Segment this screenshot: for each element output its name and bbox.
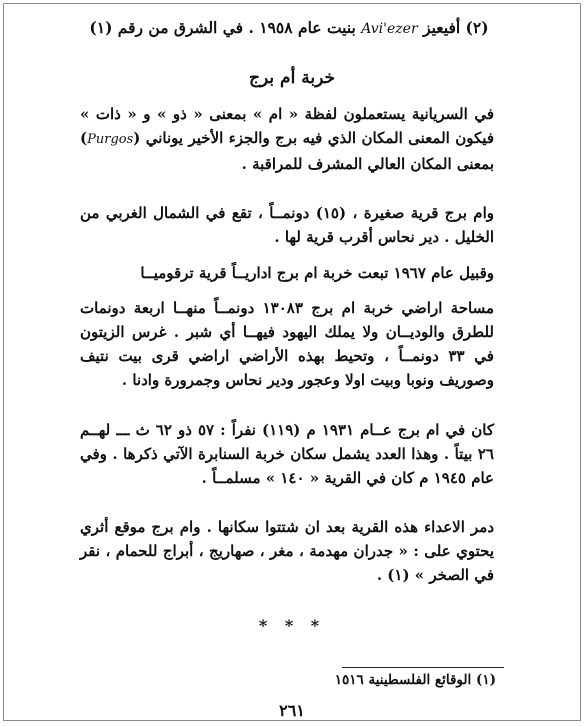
- top-note-arabic-end: (٢) أفيعيز: [423, 18, 489, 37]
- page-number: ٢٦١: [279, 701, 305, 720]
- top-footnote-continuation: [82, 16, 496, 41]
- top-note-arabic-rest: بنيت عام ١٩٥٨ . في الشرق من رقم (١): [89, 18, 356, 37]
- section-separator: * * *: [258, 616, 326, 635]
- document-page: [3, 3, 581, 721]
- etymology-latin-term: Purgos: [87, 132, 134, 147]
- paragraph-etymology: [80, 102, 494, 176]
- footnote: (١) الوقائع الفلسطينية ١٥١٦: [334, 672, 496, 688]
- footnote-rule: [342, 667, 504, 668]
- etymology-text-1: في السريانية يستعملون لفظة « ام » بمعنى « ذو » و « ذات » فيكون المعنى المكان الذي فيه برج والجزء الأخير يوناني (: [80, 105, 494, 147]
- paragraph-land-area: مساحة اراضي خربة ام برج ١٣٠٨٣ دونمــاً منهــا اربعة دونمات للطرق والوديــان ولا يملك اليهود فيهــا أي شبر . غرس الزيتون في ٣٣ دونمــاً ، وتحيط بهذه الأراضي اراضي قرى بيت نتيف وصوريف ونوبا وبيت اولا وعجور ودير نحاس وجمرورة وادنا .: [80, 299, 494, 389]
- paragraph-population: كان في ام برج عــام ١٩٣١ م (١١٩) نفراً : ٥٧ ذو ٦٢ ث ـــ لهــم ٢٦ بيتاً . وهذا العدد يشمل سكان خربة السنابرة الآتي ذكرها . وفي عام ١٩٤٥ م كان في القرية « ١٤٠ » مسلمــاً .: [80, 421, 494, 487]
- top-note-latin-name: Avi'ezer: [361, 21, 418, 37]
- paragraph-location: وام برج قرية صغيرة ، (١٥) دونمــاً ، تقع في الشمال الغربي من الخليل . دير نحاس أقرب قرية لها .: [80, 204, 494, 246]
- etymology-text-2: ) بمعنى المكان العالي المشرف للمراقبة .: [80, 129, 494, 173]
- section-heading: خربة أم برج: [249, 68, 335, 88]
- paragraph-administration: وقبيل عام ١٩٦٧ تبعت خربة ام برج اداريــاً قرية ترقوميــا: [140, 264, 494, 282]
- paragraph-destruction: دمر الاعداء هذه القرية بعد ان شتتوا سكانها . وام برج موقع أثري يحتوي على : « جدران مهدمة ، مغر ، صهاريج ، أبراج للحمام ، نقر في الصخر » (١) .: [80, 518, 494, 584]
